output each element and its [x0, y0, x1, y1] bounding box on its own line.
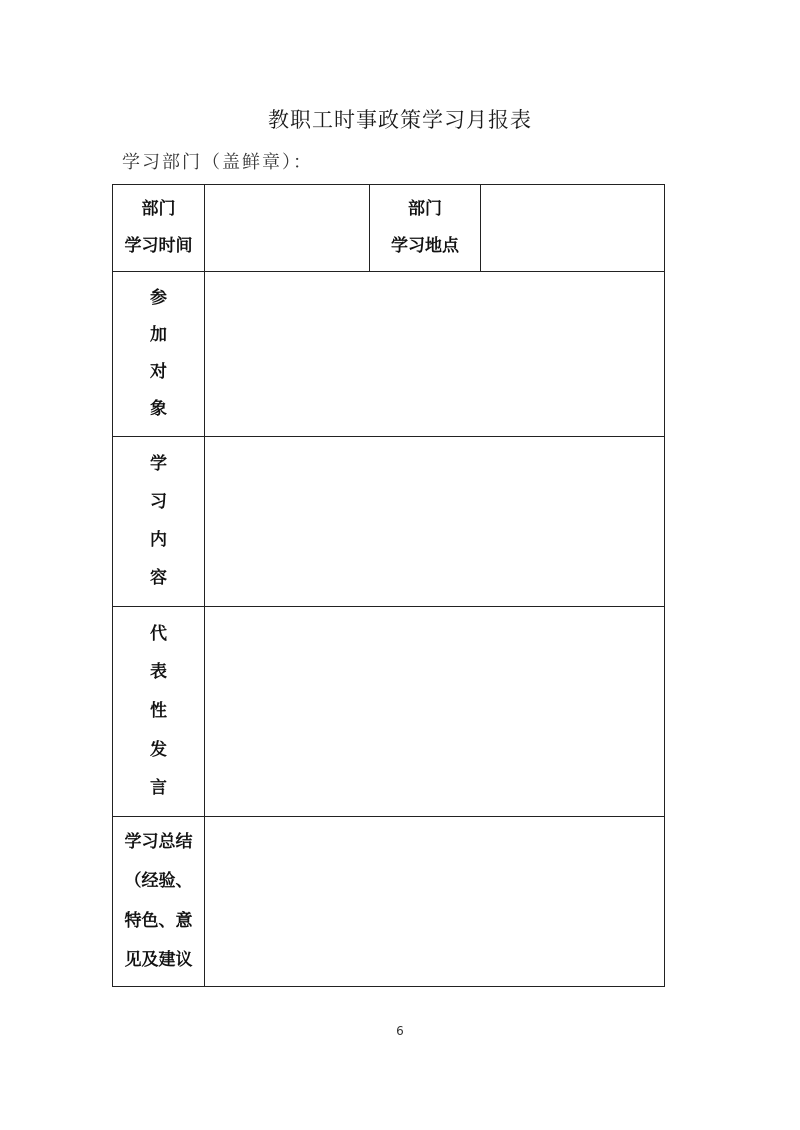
dept-location-label-cell: [370, 185, 481, 272]
summary-line: 见及建议: [124, 949, 193, 970]
participants-char: 参: [150, 288, 167, 308]
content-char: 内: [150, 530, 167, 551]
study-time-label: 学习时间: [124, 236, 193, 256]
page-title: 教职工时事政策学习月报表: [268, 108, 532, 132]
content-value-cell[interactable]: [205, 437, 665, 607]
content-char: 习: [150, 491, 167, 512]
page-number: 6: [396, 1024, 404, 1038]
speech-char: 发: [150, 739, 167, 760]
participants-char: 加: [150, 325, 167, 345]
department-line: 学习部门（盖鲜章）：: [122, 152, 313, 173]
speech-label-cell: [113, 607, 205, 817]
dept-label-2: 部门: [408, 199, 442, 219]
participants-row: [113, 272, 665, 437]
dept-label: 部门: [141, 199, 176, 219]
summary-label-cell: [113, 817, 205, 987]
dept-location-value-cell[interactable]: [481, 185, 665, 272]
speech-char: 代: [150, 623, 167, 644]
summary-line: 学习总结: [124, 832, 193, 853]
summary-value-cell[interactable]: [205, 817, 665, 987]
participants-char: 象: [150, 399, 167, 419]
study-location-label: 学习地点: [391, 236, 459, 256]
content-row: [113, 437, 665, 607]
speech-char: 表: [150, 662, 167, 683]
header-row: [113, 185, 665, 272]
participants-char: 对: [150, 362, 167, 382]
dept-time-label-cell: [113, 185, 205, 272]
summary-line: （经验、: [124, 871, 193, 892]
speech-value-cell[interactable]: [205, 607, 665, 817]
summary-row: [113, 817, 665, 987]
speech-char: 性: [150, 700, 167, 721]
speech-char: 言: [150, 778, 167, 799]
report-form-table: [112, 184, 665, 987]
summary-line: 特色、意: [124, 910, 193, 931]
content-label-cell: [113, 437, 205, 607]
speech-row: [113, 607, 665, 817]
participants-label-cell: [113, 272, 205, 437]
content-char: 容: [150, 568, 167, 589]
participants-value-cell[interactable]: [205, 272, 665, 437]
content-char: 学: [150, 453, 167, 474]
dept-time-value-cell[interactable]: [205, 185, 370, 272]
